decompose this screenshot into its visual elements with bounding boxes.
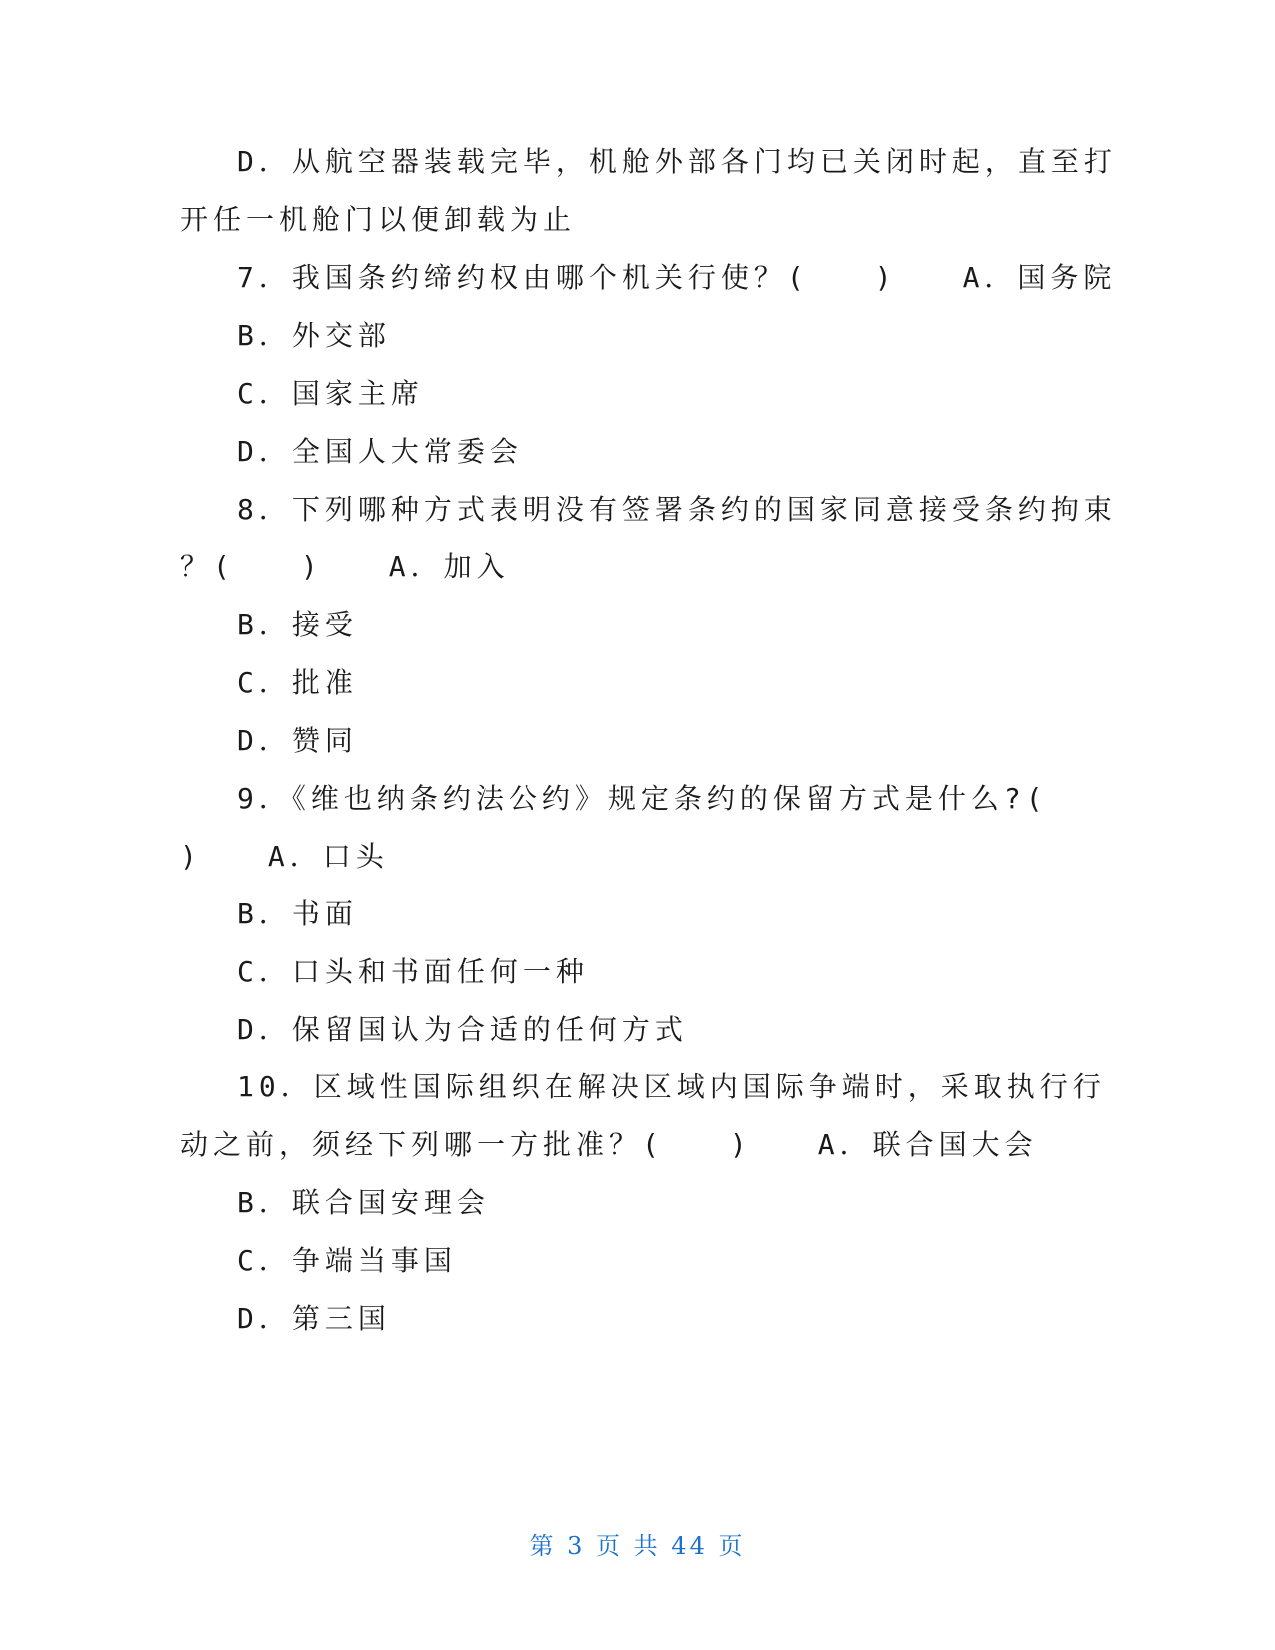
option-8d: D．赞同 [237,724,358,757]
question-9-line-2: ) A．口头 [180,840,389,873]
question-10-line-2: 动之前，须经下列哪一方批准？( ) A．联合国大会 [180,1128,1038,1161]
option-8c: C．批准 [237,666,358,699]
option-7b: B．外交部 [237,319,391,352]
question-9-line-1: 9．《维也纳条约法公约》规定条约的保留方式是什么?( [237,782,1048,815]
option-7d: D．全国人大常委会 [237,435,523,468]
question-7: 7．我国条约缔约权由哪个机关行使？( ) A．国务院 [237,261,1117,294]
question-8-line-1: 8．下列哪种方式表明没有签署条约的国家同意接受条约拘束 [237,493,1117,526]
page-footer: 第 3 页 共 44 页 [529,1532,746,1560]
question-10-line-1: 10．区域性国际组织在解决区域内国际争端时，采取执行行 [237,1070,1106,1103]
option-10b: B．联合国安理会 [237,1186,490,1219]
option-7c: C．国家主席 [237,377,424,410]
option-6d-line-2: 开任一机舱门以便卸载为止 [180,203,577,236]
option-9c: C．口头和书面任何一种 [237,955,589,988]
option-10d: D．第三国 [237,1302,391,1335]
option-10c: C．争端当事国 [237,1244,457,1277]
option-9b: B．书面 [237,897,358,930]
option-8b: B．接受 [237,608,358,641]
option-6d-line-1: D．从航空器装载完毕，机舱外部各门均已关闭时起，直至打 [237,145,1117,178]
option-9d: D．保留国认为合适的任何方式 [237,1013,688,1046]
question-8-line-2: ？( ) A．加入 [180,550,510,583]
